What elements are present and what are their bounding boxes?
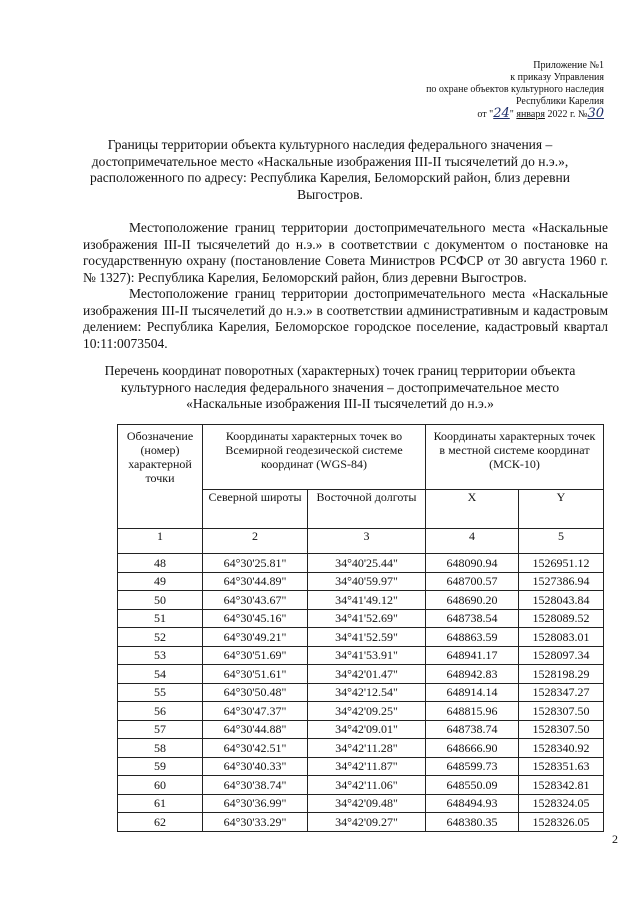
appendix-date-line [426, 108, 604, 121]
cell-x: 648863.59 [426, 628, 519, 647]
coordinates-table [117, 424, 604, 832]
cell-longitude: 34°40'59.97" [308, 572, 426, 591]
cell-longitude: 34°41'52.69" [308, 609, 426, 628]
appendix-line: Республики Карелия [515, 96, 604, 107]
cell-y: 1528043.84 [519, 591, 604, 610]
cell-longitude: 34°42'09.01" [308, 720, 426, 739]
cell-x: 648380.35 [426, 813, 519, 832]
date-day: 24 [493, 106, 510, 121]
table-row [118, 591, 604, 610]
cell-longitude: 34°41'52.59" [308, 628, 426, 647]
cell-longitude: 34°42'09.25" [308, 702, 426, 721]
cell-x: 648599.73 [426, 757, 519, 776]
cell-x: 648914.14 [426, 683, 519, 702]
cell-longitude: 34°42'11.28" [308, 739, 426, 758]
cell-latitude: 64°30'33.29" [203, 813, 308, 832]
cell-y: 1528089.52 [519, 609, 604, 628]
column-number: 4 [426, 529, 519, 554]
cell-x: 648942.83 [426, 665, 519, 684]
date-mid: " [509, 109, 517, 120]
header-east-lon: Восточной долготы [308, 490, 426, 529]
table-row [118, 794, 604, 813]
paragraph-text: Местоположение границ территории достопримечательного места «Наскальные изображения III-II тысячелетий до н.э.» в соответствии административным и кадастровым делением: Республика Карелия, Беломорское городское поселение, кадастровый квартал 10:11:0073504. [83, 286, 608, 351]
cell-y: 1528307.50 [519, 720, 604, 739]
cell-point: 54 [118, 665, 203, 684]
cell-y: 1528198.29 [519, 665, 604, 684]
header-point: Обозначение (номер) характерной точки [118, 425, 203, 529]
cell-latitude: 64°30'42.51" [203, 739, 308, 758]
appendix-line: Приложение №1 [533, 60, 604, 71]
table-row [118, 757, 604, 776]
cell-latitude: 64°30'44.89" [203, 572, 308, 591]
cell-latitude: 64°30'38.74" [203, 776, 308, 795]
coordinates-list-title: Перечень координат поворотных (характерных) точек границ территории объекта культурного наследия федерального значения – достопримечательное место «Наскальные изображения III-II тысячелетий до н.э.» [104, 363, 576, 411]
column-number: 5 [519, 529, 604, 554]
date-year: 2022 г. № [544, 109, 588, 120]
cell-y: 1528324.05 [519, 794, 604, 813]
cell-point: 62 [118, 813, 203, 832]
table-row [118, 813, 604, 832]
table-row [118, 554, 604, 573]
cell-latitude: 64°30'25.81" [203, 554, 308, 573]
paragraph-location-protection [83, 220, 608, 286]
cell-point: 48 [118, 554, 203, 573]
cell-longitude: 34°42'11.87" [308, 757, 426, 776]
cell-longitude: 34°41'53.91" [308, 646, 426, 665]
cell-y: 1526951.12 [519, 554, 604, 573]
table-row [118, 702, 604, 721]
cell-x: 648738.74 [426, 720, 519, 739]
cell-longitude: 34°42'11.06" [308, 776, 426, 795]
column-number: 2 [203, 529, 308, 554]
cell-latitude: 64°30'51.61" [203, 665, 308, 684]
table-row [118, 609, 604, 628]
header-north-lat: Северной широты [203, 490, 308, 529]
paragraph-location-cadastral [83, 286, 608, 352]
date-month: января [516, 109, 545, 120]
cell-x: 648550.09 [426, 776, 519, 795]
cell-longitude: 34°40'25.44" [308, 554, 426, 573]
cell-point: 50 [118, 591, 203, 610]
cell-point: 56 [118, 702, 203, 721]
cell-latitude: 64°30'50.48" [203, 683, 308, 702]
cell-longitude: 34°42'01.47" [308, 665, 426, 684]
table-row [118, 665, 604, 684]
column-number: 1 [118, 529, 203, 554]
cell-x: 648494.93 [426, 794, 519, 813]
cell-longitude: 34°42'09.48" [308, 794, 426, 813]
table-row [118, 646, 604, 665]
paragraph-text: Местоположение границ территории достопримечательного места «Наскальные изображения III-II тысячелетий до н.э.» в соответствии с документом о постановке на государственную охрану (постановление Совета Министров РСФСР от 30 августа 1960 г. № 1327): Республика Карелия, Беломорский район, близ деревни Выгостров. [83, 220, 608, 285]
cell-point: 58 [118, 739, 203, 758]
cell-latitude: 64°30'47.37" [203, 702, 308, 721]
date-prefix: от " [477, 109, 494, 120]
cell-x: 648738.54 [426, 609, 519, 628]
cell-latitude: 64°30'45.16" [203, 609, 308, 628]
cell-point: 52 [118, 628, 203, 647]
cell-point: 61 [118, 794, 203, 813]
appendix-line: к приказу Управления [510, 72, 604, 83]
cell-x: 648815.96 [426, 702, 519, 721]
document-title: Границы территории объекта культурного наследия федерального значения – достопримечательное место «Наскальные изображения III-II тысячелетий до н.э.», расположенного по адресу: Республика Карелия, Беломорский район, близ деревни Выгостров. [89, 137, 570, 202]
cell-x: 648690.20 [426, 591, 519, 610]
cell-y: 1528342.81 [519, 776, 604, 795]
appendix-line: по охране объектов культурного наследия [426, 84, 604, 95]
cell-y: 1528083.01 [519, 628, 604, 647]
table-row [118, 720, 604, 739]
cell-x: 648666.90 [426, 739, 519, 758]
cell-point: 59 [118, 757, 203, 776]
cell-y: 1528326.05 [519, 813, 604, 832]
header-y: Y [519, 490, 604, 529]
cell-y: 1528307.50 [519, 702, 604, 721]
header-wgs84: Координаты характерных точек во Всемирной геодезической системе координат (WGS-84) [203, 425, 426, 490]
cell-x: 648941.17 [426, 646, 519, 665]
cell-y: 1528340.92 [519, 739, 604, 758]
cell-latitude: 64°30'51.69" [203, 646, 308, 665]
order-number: 30 [587, 106, 604, 121]
cell-y: 1527386.94 [519, 572, 604, 591]
cell-longitude: 34°42'09.27" [308, 813, 426, 832]
cell-y: 1528097.34 [519, 646, 604, 665]
cell-x: 648090.94 [426, 554, 519, 573]
page-number: 2 [612, 832, 618, 846]
cell-point: 57 [118, 720, 203, 739]
table-row [118, 572, 604, 591]
cell-point: 60 [118, 776, 203, 795]
cell-longitude: 34°41'49.12" [308, 591, 426, 610]
cell-longitude: 34°42'12.54" [308, 683, 426, 702]
cell-latitude: 64°30'49.21" [203, 628, 308, 647]
table-row [118, 628, 604, 647]
table-row [118, 776, 604, 795]
cell-latitude: 64°30'44.88" [203, 720, 308, 739]
table-row [118, 739, 604, 758]
coordinates-body [118, 554, 604, 832]
cell-latitude: 64°30'40.33" [203, 757, 308, 776]
header-x: X [426, 490, 519, 529]
cell-point: 55 [118, 683, 203, 702]
column-number: 3 [308, 529, 426, 554]
cell-x: 648700.57 [426, 572, 519, 591]
table-row [118, 683, 604, 702]
cell-y: 1528351.63 [519, 757, 604, 776]
cell-point: 53 [118, 646, 203, 665]
cell-point: 51 [118, 609, 203, 628]
appendix-block [426, 60, 604, 121]
cell-latitude: 64°30'36.99" [203, 794, 308, 813]
cell-point: 49 [118, 572, 203, 591]
cell-y: 1528347.27 [519, 683, 604, 702]
header-msk10: Координаты характерных точек в местной системе координат (МСК-10) [426, 425, 604, 490]
cell-latitude: 64°30'43.67" [203, 591, 308, 610]
